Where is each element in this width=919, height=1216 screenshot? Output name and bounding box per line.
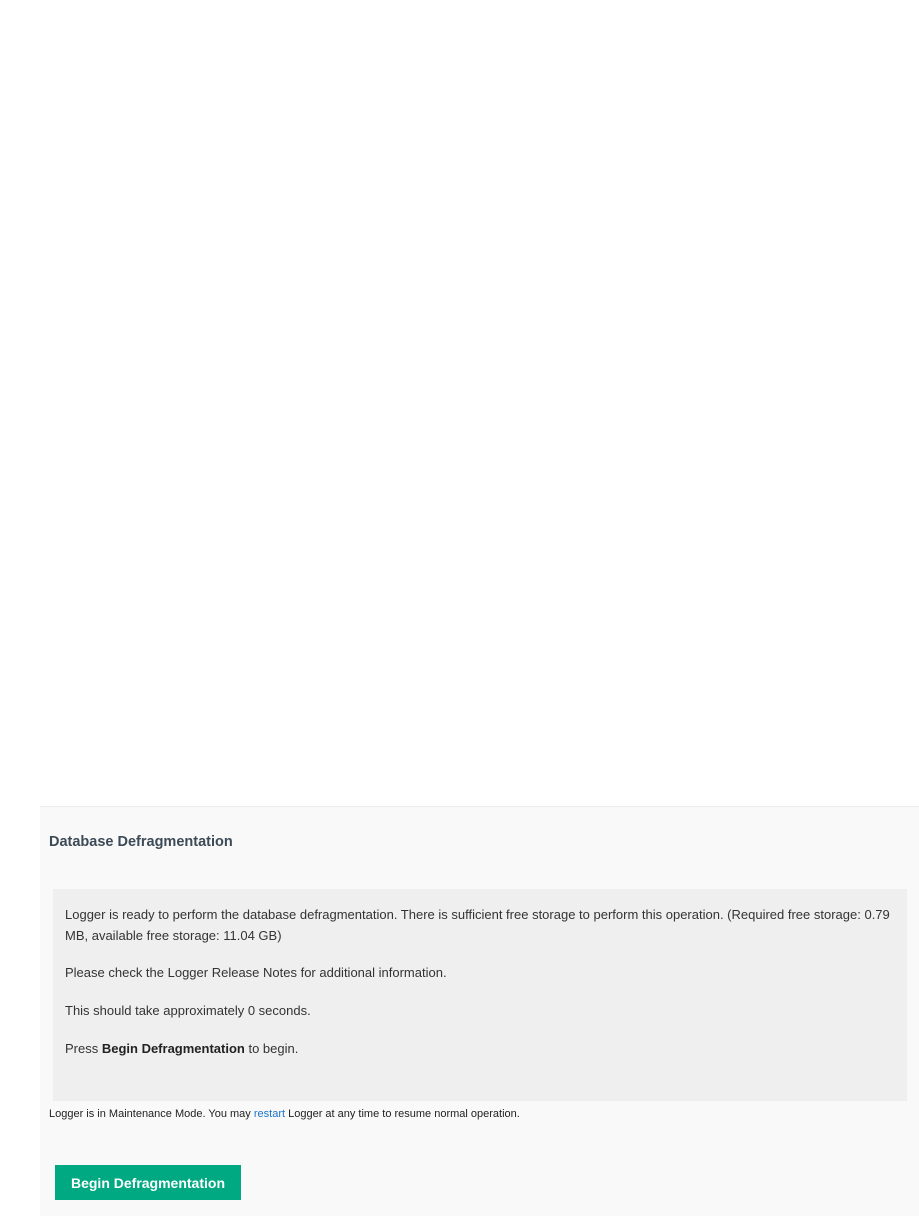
release-notes-message: Please check the Logger Release Notes for additional information.	[65, 965, 447, 980]
begin-defragmentation-button[interactable]: Begin Defragmentation	[55, 1165, 241, 1200]
press-button-name: Begin Defragmentation	[101, 1041, 245, 1056]
defragmentation-panel	[40, 806, 919, 1216]
press-prefix: Press	[65, 1041, 102, 1056]
press-suffix: to begin.	[244, 1041, 299, 1056]
info-box	[53, 889, 907, 1101]
duration-message: This should take approximately 0 seconds.	[65, 1003, 311, 1018]
maintenance-suffix: Logger at any time to resume normal operation.	[285, 1108, 520, 1120]
ready-message: Logger is ready to perform the database defragmentation. There is sufficient free storage to perform this operation. (Required free storage: 0.79 MB, available free storage: 11.04 GB)	[65, 907, 890, 943]
panel-title: Database Defragmentation	[49, 834, 233, 850]
press-instruction	[65, 1038, 895, 1059]
restart-link[interactable]: restart	[253, 1108, 286, 1120]
maintenance-notice	[49, 1108, 520, 1120]
maintenance-prefix: Logger is in Maintenance Mode. You may	[49, 1108, 254, 1120]
